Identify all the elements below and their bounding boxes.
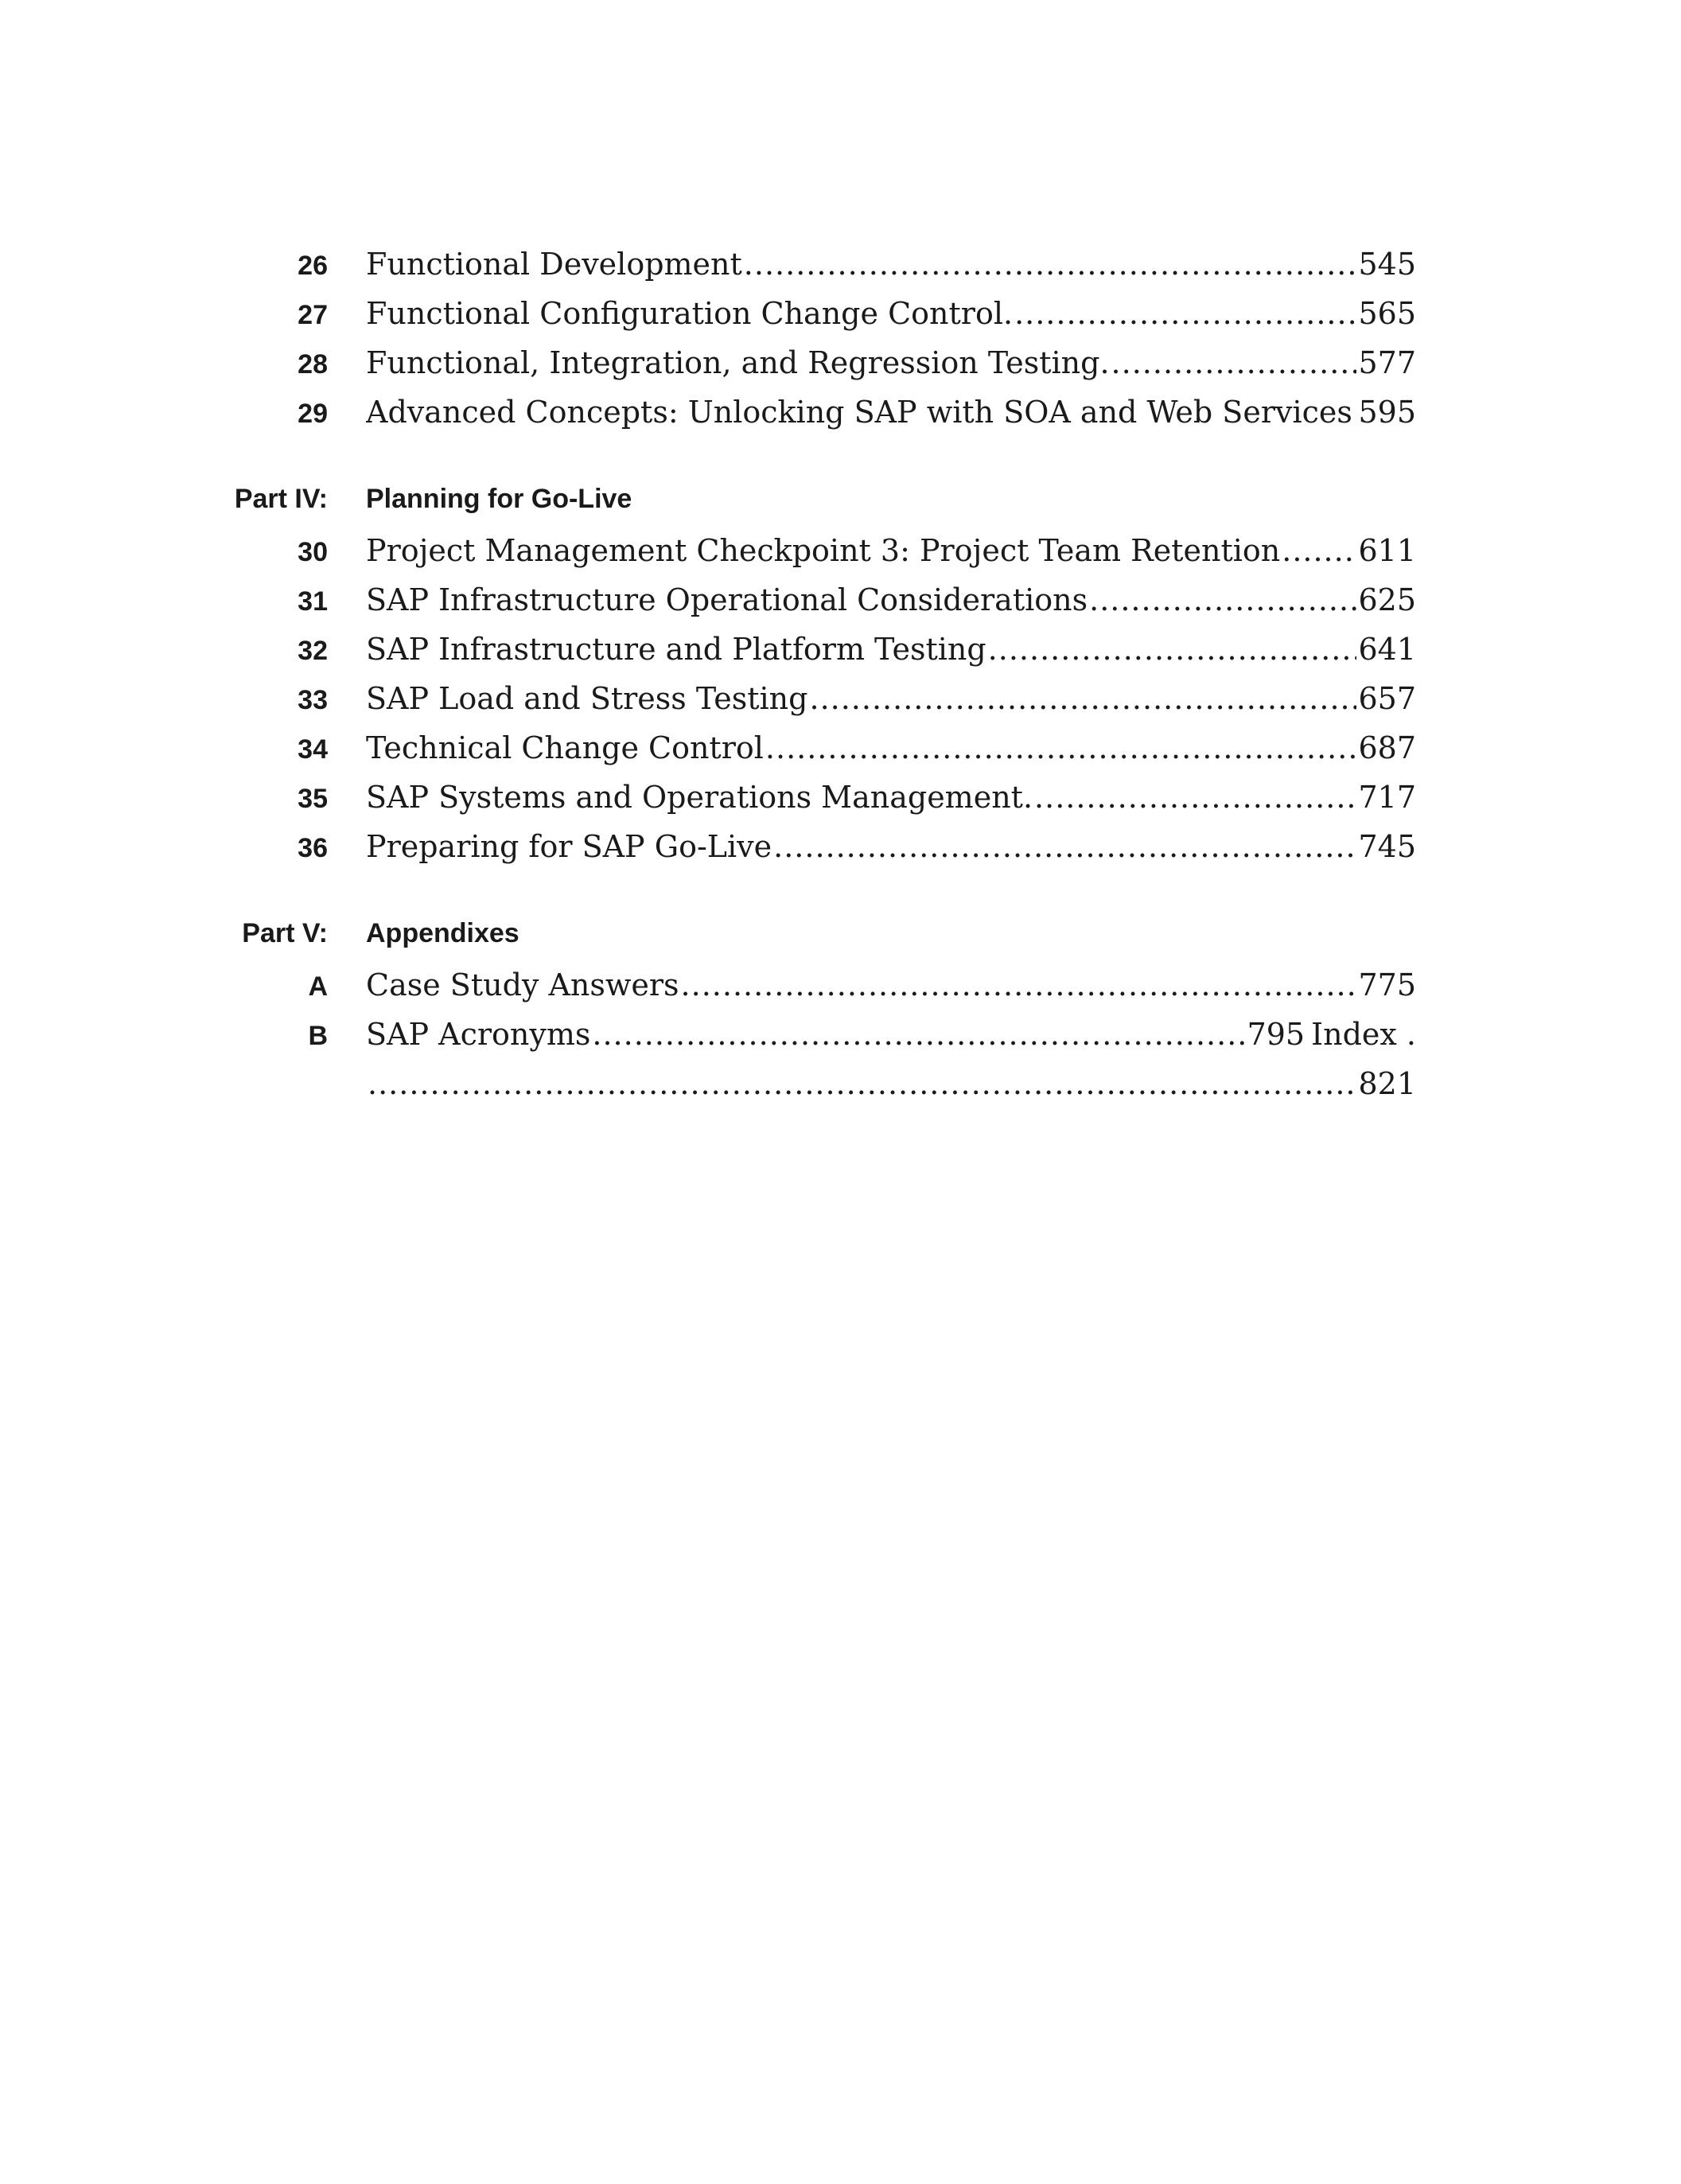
toc-entry[interactable] <box>191 1017 1416 1066</box>
chapter-number: 36 <box>298 833 328 863</box>
table-of-contents <box>191 247 1416 1115</box>
toc-entry-index[interactable] <box>191 1066 1416 1115</box>
chapter-title: SAP Systems and Operations Management. <box>366 780 1033 815</box>
page-number: 595 <box>1358 395 1416 430</box>
toc-entry[interactable] <box>191 632 1416 681</box>
dot-leader <box>988 632 1357 667</box>
chapter-title: Project Management Checkpoint 3: Project Team Retention <box>366 533 1281 568</box>
toc-entry[interactable] <box>191 582 1416 632</box>
chapter-number: 33 <box>298 685 328 715</box>
toc-entry[interactable] <box>191 967 1416 1017</box>
page-number: 717 <box>1358 780 1416 815</box>
appendix-letter: B <box>308 1021 328 1051</box>
page-number: 545 <box>1358 247 1416 282</box>
toc-entry[interactable] <box>191 395 1416 444</box>
dot-leader <box>773 829 1356 864</box>
dot-leader <box>681 967 1357 1002</box>
page-number: 745 <box>1358 829 1416 864</box>
page-number: 795 <box>1247 1017 1305 1052</box>
toc-entry[interactable] <box>191 533 1416 582</box>
part-label: Part V: <box>242 918 328 948</box>
toc-entry[interactable] <box>191 780 1416 829</box>
dot-leader <box>1354 395 1357 430</box>
chapter-title: Functional, Integration, and Regression Testing. <box>366 345 1110 380</box>
part-heading[interactable] <box>191 918 1416 967</box>
toc-entry[interactable] <box>191 829 1416 878</box>
toc-entry[interactable] <box>191 681 1416 730</box>
dot-leader <box>368 1066 1356 1101</box>
part-label: Part IV: <box>234 484 328 514</box>
dot-leader <box>1034 780 1356 815</box>
page-number: 625 <box>1358 582 1416 617</box>
chapter-title: SAP Infrastructure and Platform Testing <box>366 632 986 667</box>
dot-leader <box>1014 296 1356 331</box>
chapter-number: 29 <box>298 399 328 429</box>
chapter-number: 34 <box>298 734 328 765</box>
dot-leader <box>592 1017 1245 1052</box>
appendix-title: Case Study Answers <box>366 967 679 1002</box>
chapter-number: 27 <box>298 300 328 330</box>
chapter-title: Advanced Concepts: Unlocking SAP with SOA and Web Services <box>366 395 1352 430</box>
index-title: Index . <box>1311 1017 1416 1052</box>
part-title: Planning for Go-Live <box>366 484 632 514</box>
toc-entry[interactable] <box>191 345 1416 395</box>
chapter-number: 28 <box>298 349 328 380</box>
page-number: 687 <box>1358 730 1416 765</box>
dot-leader <box>809 681 1356 716</box>
toc-entry[interactable] <box>191 247 1416 296</box>
chapter-title: SAP Load and Stress Testing <box>366 681 808 716</box>
appendix-letter: A <box>308 971 328 1002</box>
dot-leader <box>744 247 1357 282</box>
page-number: 577 <box>1358 345 1416 380</box>
chapter-number: 30 <box>298 537 328 567</box>
toc-entry[interactable] <box>191 730 1416 780</box>
page-number: 821 <box>1358 1066 1416 1101</box>
chapter-number: 31 <box>298 586 328 617</box>
chapter-number: 35 <box>298 784 328 814</box>
chapter-title: Functional Development <box>366 247 742 282</box>
toc-entry[interactable] <box>191 296 1416 345</box>
dot-leader <box>1111 345 1357 380</box>
chapter-number: 32 <box>298 636 328 666</box>
appendix-title: SAP Acronyms <box>366 1017 591 1052</box>
page-number: 641 <box>1358 632 1416 667</box>
page-number: 611 <box>1358 533 1416 568</box>
chapter-title: SAP Infrastructure Operational Considerations <box>366 582 1088 617</box>
page-number: 775 <box>1358 967 1416 1002</box>
dot-leader <box>1282 533 1356 568</box>
dot-leader <box>1089 582 1356 617</box>
part-heading[interactable] <box>191 484 1416 533</box>
page-number: 657 <box>1358 681 1416 716</box>
chapter-title: Preparing for SAP Go-Live <box>366 829 772 864</box>
chapter-number: 26 <box>298 251 328 281</box>
dot-leader <box>765 730 1357 765</box>
page-number: 565 <box>1358 296 1416 331</box>
chapter-title: Functional Configuration Change Control. <box>366 296 1014 331</box>
part-title: Appendixes <box>366 918 519 948</box>
chapter-title: Technical Change Control <box>366 730 764 765</box>
